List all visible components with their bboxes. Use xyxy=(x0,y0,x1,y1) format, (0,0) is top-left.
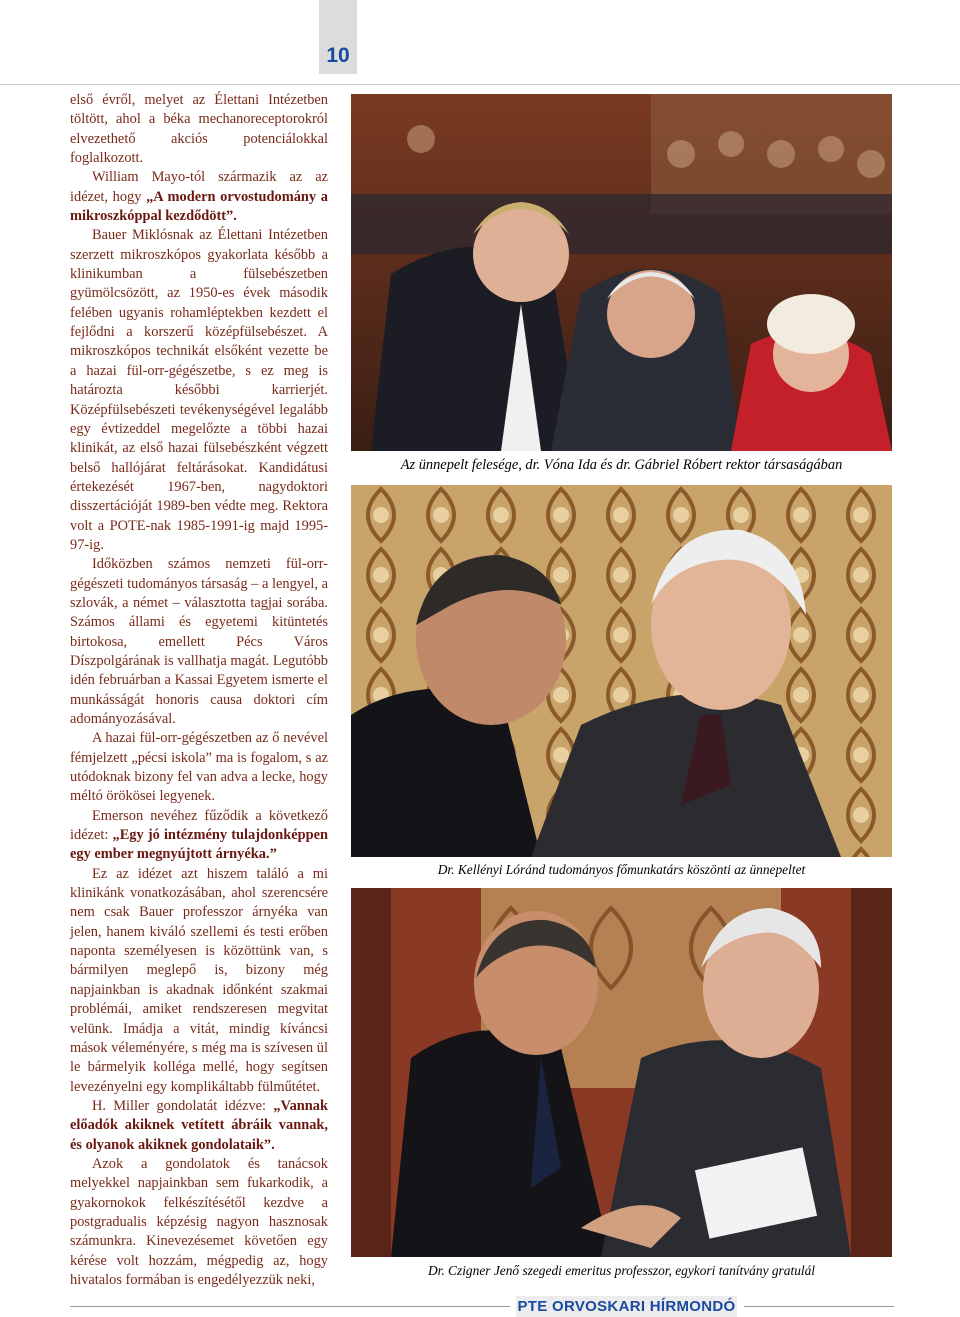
page-number-tab xyxy=(319,0,357,74)
footer-rule-left xyxy=(70,1306,510,1307)
paragraph-2 xyxy=(70,168,328,226)
paragraph-1: első évről, melyet az Élettani Intézetben töltött, ahol a béka mechanoreceptorokról elvezethető akciós potenciálokkal foglalkozott. xyxy=(70,92,328,167)
quote-mayo: „A modern orvostudomány a mikroszkóppal kezdődött”. xyxy=(70,188,328,225)
article-body xyxy=(70,91,328,1290)
paragraph-9: Azok a gondolatok és tanácsok melyekkel napjainkban sem fukarkodik, a gyakornokok felkészítésétől kezdve a postgradualis képzésig nagyon hasznosak számunkra. Kinevezésemet követően egy kérése volt hozzám, mégpedig az, hogy hivatalos formában is engedélyezzük neki, xyxy=(70,1155,328,1288)
journal-title: PTE ORVOSKARI HÍRMONDÓ xyxy=(517,1298,736,1315)
photo-kellenyi xyxy=(351,485,892,857)
page-number: 10 xyxy=(326,44,350,67)
paragraph-3: Bauer Miklósnak az Élettani Intézetben szerzett mikroszkópos gyakorlata később a klinikumban a fülsebészetben gyümölcsözött, az 1950-es évek második felében ugyanis rohamléptekben kezdett el fejlődni a korszerű középfülsebészet. A mikroszkópos technikát elsőként vezette be a hazai fül-orr-gégészetbe, s ez meg is határozta későbbi karrierjét. Középfülsebészeti tevékenységével legalább egy évtizeddel megelőzte a többi hazai klinikát, az első hazai fülsebészként végzett belső hallójárat feltárásokat. Kandidátusi értekezését 1967-ben, nagydoktori disszertációját 1989-ben védte meg. Rektora volt a POTE-nak 1985-1991-ig majd 1995-97-ig. xyxy=(70,227,328,553)
footer-rule-right xyxy=(744,1306,894,1307)
paragraph-5: A hazai fül-orr-gégészetben az ő nevével fémjelzett „pécsi iskola” ma is fogalom, s az utódoknak bizony fel van adva a lecke, hogy méltó örökösei legyenek. xyxy=(70,730,328,805)
paragraph-6-text: Emerson nevéhez fűződik a következő idézet: xyxy=(70,807,328,844)
photo-czigner xyxy=(351,888,892,1257)
header-rule xyxy=(0,84,960,85)
paragraph-4: Időközben számos nemzeti fül-orr-gégészeti tudományos társaság – a lengyel, a szlovák, a német – választotta tagjai sorába. Számos állami és egyetemi kitüntetés birtokosa, emellett Pécs Város Díszpolgárának is vallhatja magát. Legutóbb idén februárban a Kassai Egyetem ismerte el munkásságát honoris causa doktori cím adományozásával. xyxy=(70,556,328,727)
paragraph-8-text: H. Miller gondolatát idézve: xyxy=(92,1097,267,1114)
caption-photo-3: Dr. Czigner Jenő szegedi emeritus professzor, egykori tanítvány gratulál xyxy=(427,1263,816,1278)
caption-photo-1: Az ünnepelt felesége, dr. Vóna Ida és dr. Gábriel Róbert rektor társaságában xyxy=(400,457,843,473)
caption-photo-2: Dr. Kellényi Lóránd tudományos főmunkatárs köszönti az ünnepeltet xyxy=(437,862,806,877)
quote-emerson: „Egy jó intézmény tulajdonképpen egy ember megnyújtott árnyéka.” xyxy=(70,827,328,863)
paragraph-7: Ez az idézet azt hiszem találó a mi klinikánk vonatkozásában, ahol szerencsére nem csak Bauer professzor árnyéka van jelen, hanem kiváló szellemi és testi erőben naponta személyesen is közöttünk van, s bármilyen meglepő is, bizony még napjainkban is akadnak időnként szakmai problémái, amiket rendszeresen megvitat velünk. Imádja a vitát, mindig kíváncsi mások véleményére, s még ma is szívesen ül le bármelyik kolléga mellé, hogy segítsen levezényelni egy komplikáltabb fülműtétet. xyxy=(70,865,328,1095)
paragraph-6 xyxy=(70,807,328,865)
photo-audience xyxy=(351,94,892,451)
paragraph-2-text: William Mayo-tól származik az az idézet, hogy xyxy=(70,169,328,205)
paragraph-8 xyxy=(70,1097,328,1155)
quote-miller: „Vannak előadók akiknek vetített ábráik vannak, és olyanok akiknek gondolataik”. xyxy=(70,1097,328,1153)
